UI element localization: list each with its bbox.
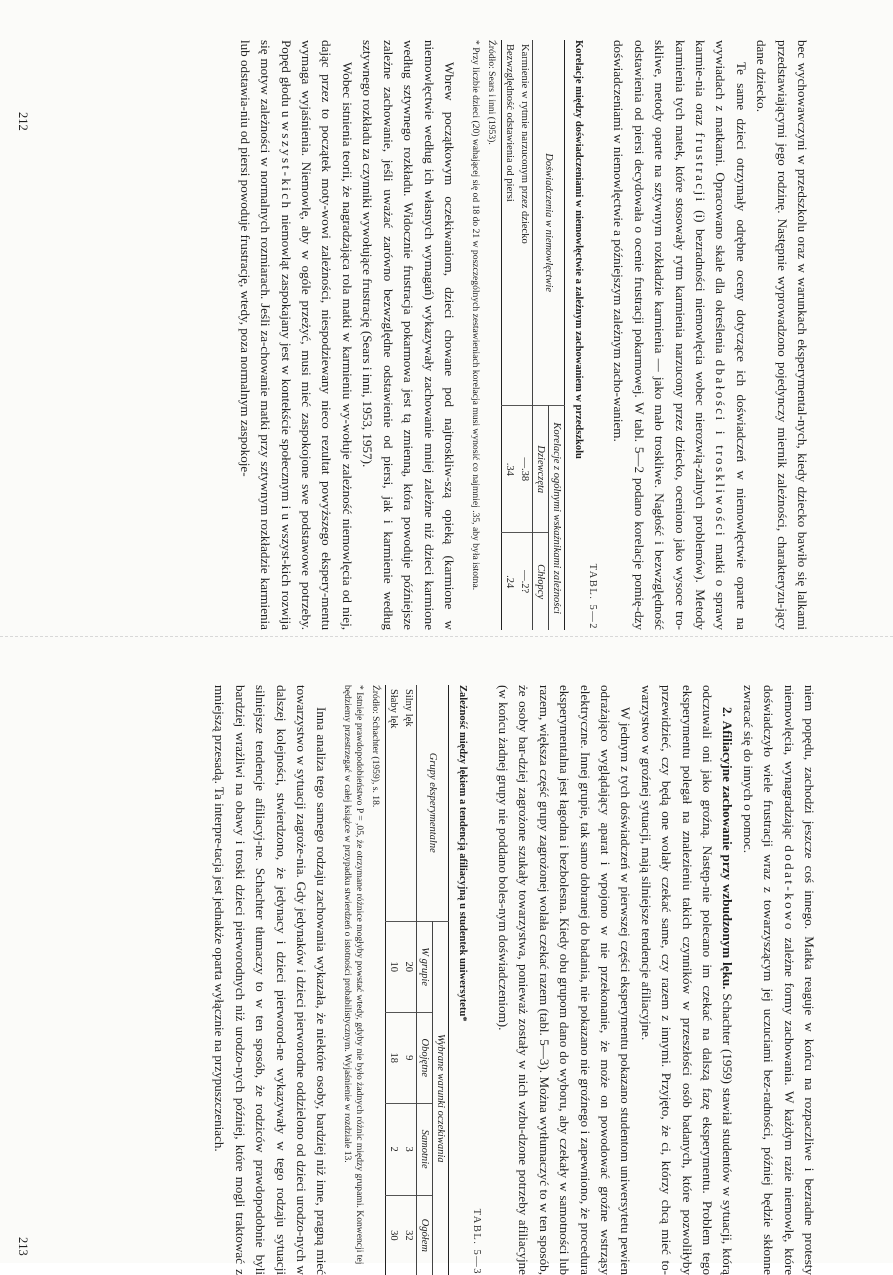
column-header: Wybrane warunki oczekiwania [433,921,449,1275]
spaced-emphasis: frustracji [692,132,708,204]
table-source: Źródło: Schachter (1959), s. 18. [370,685,382,808]
section-number: 2. [720,707,736,717]
column-header: Obojętne [417,1012,433,1103]
table-row: Słaby lęk 10 18 2 30 [386,685,402,1275]
page-gutter [0,636,893,637]
column-header: Ogółem [417,1195,433,1275]
correlation-table [501,40,565,630]
page-number: 212 [16,112,30,131]
table-row: Bezwzględność odstawienia od piersi .34 .24 [501,40,517,630]
table-title: Korelacje między doświadczeniami w niemowlęctwie a zależnym zachowaniem w przedszkolu [572,40,584,459]
right-page [119,685,819,1275]
page-number: 213 [16,1237,30,1256]
column-header: Samotnie [417,1103,433,1195]
table-label: TABL. 5—2 [586,563,598,630]
table-label: TABL. 5—3 [471,1208,483,1275]
section-heading: Afiliacyjne zachowanie przy wzbudzonym lęku. [720,720,736,990]
paragraph: W jednym z tych doświadczeń w pierwszej części eksperymentu pokazano studentom uniwersytetu pewien odrażająco wyglądający aparat i wpojono w nie przekonanie, że może on powodować groźne wstrząsy elektryczne. Innej grupie, tak samo dobranej do badania, nie pokazano nie groźnego i zapewniono, że procedura eksperymentalna jest łagodna i bezbolesna. Kiedy obu grupom dano do wyboru, aby czekały w samotności lub razem, większa część grupy zagrożonej wolała czekać razem (tabl. 5—3). Można wytłumaczyć to w ten sposób, że osoby bar-dziej zagrożone szukały towarzystwa, ponieważ zostały w nich wzbu-dzone potrzeby afiliacyjne (w końcu żadnej grupy nie poddano boles-nym doświadczeniom). [495,685,634,1275]
column-header: Grupy eksperymentalne [417,685,449,921]
column-header: Chłopcy [532,533,548,630]
paragraph: Inna analiza tego samego rodzaju zachowania wykazała, że niektóre osoby, bardziej niż inne, pragną mieć towarzystwo w sytuacji zagroże-nia. Gdy jedynaków i dzieci pierworodne oddzielono od dzieci urodzo-nych w dalszej kolejności, stwierdzono, że jedynacy i dzieci pierworod-ne wykazywały w tego rodzaju sytuacji silniejsze tendencje afiliacyj-ne. Schachter tłumaczy to w ten sposób, że rodziców prawdopodobnie byli bardziej wrażliwi na obawy i troski dzieci pierworodnych niż urodzo-nych później, które mogli traktować z mniejszą przesadą. Ta interpre-tacja jest jednakże oparta wyłącznie na przypuszczeniach. [212,685,330,1275]
table-footnote: * Przy liczbie dzieci (20) wahającej się od 18 do 21 w poszczególnych zestawieniach korelacja musi wynosić co najmniej .35, aby była istotna. [469,40,481,591]
spaced-emphasis: dbałości i troskliwości [713,359,729,539]
table-5-2 [469,40,598,630]
table-footnote: * Istnieje prawdopodobieństwo P = ,05, że otrzymane różnice mogłyby powstać wtedy, gdyby nie było żadnych różnic między grupami. Konwencji tej będziemy przestrzegać w całej książce w przypadku stwierdzeń o istotności probabilistycznym. Wyjaśnienie w rozdziale 13. [342,685,366,1265]
table-title: Zależność między lękiem a tendencją afiliacyjną u studentek uniwersytetu* [457,685,469,1022]
paragraph: niem popędu, zachodzi jeszcze coś innego. Matka reaguje w końcu na rozpaczliwe i bezradne protesty niemowlęcia, wynagradzając dodat-kowo zależne formy zachowania. W każdym razie niemowlę, które doświadczyło wiele frustracji wraz z towarzyszącym jej uczuciami bez-radności, później będzie skłonne zwracać się do innych o pomoc. [740,685,817,1275]
column-header: Dziewczęta [532,406,548,533]
paragraph: Te same dzieci otrzymały odrębne oceny dotyczące ich doświadczeń w niemowlęctwie oparte na wywiadach z matkami. Opracowano skale dla określenia dbałości i troskliwości matki o sprawy karmie-nia oraz frustracji (i) bezradności niemowlęcia wobec nierozwią-zalnych problemów). Metody karmienia tych matek, które stosowały rytm karmienia narzucony przez dziecko, oceniono jako wysoce tro-skliwe, metody oparte na sztywnym rozkładzie karmienia — jako mało troskliwe. Nagłość i bezwzględność odstawienia od piersi decydowała o ocenie frustracji pokarmowej. W tabl. 5—2 podano korelacje pomię-dzy doświadczeniami w niemowlęctwie a późniejszym zależnym zacho-waniem. [611,40,749,630]
spaced-emphasis: wszyst-kich [278,121,294,211]
table-5-3 [342,685,483,1275]
column-header: W grupie [417,921,433,1012]
paragraph: Wbrew początkowym oczekiwaniom, dzieci chowane pod najtroskliw-szą opieką (karmione w niemowlęctwie według ich własnych wymagań) wykazywały zachowanie mniej zależne niż dzieci karmione według sztywnego rozkładu. Widocznie frustracja pokarmowa jest tą zmienną, która powoduje późniejsze zależne zachowanie, jeśli uważać zarówno bezwzględne odstawienie od piersi, jak i karmienie według sztywnego rozkładu za czynniki wywołujące frustrację (Sears i inni, 1953, 1957). [360,40,457,630]
table-row: Karmienie w rytmie narzuconym przez dziecko —.38 —.2? [517,40,533,630]
column-header: Doświadczenia w niemowlęctwie [532,40,564,406]
spaced-emphasis: dodat-kowo [781,845,797,932]
affiliation-table [386,685,450,1275]
table-row: Silny lęk 20 9 3 32 [402,685,418,1275]
table-source: Źródło: Sears i inni (1953). [485,40,497,145]
column-header: Korelacje z ogólnymi wskaźnikami zależności [548,406,564,630]
left-page [112,40,812,630]
paragraph: Wobec istnienia teorii, że nagradzająca rola matki w karmieniu wy-wołuje zależność niemowlęcia od niej, dając przez to początek moty-wowi zależności, niespodziewany nieco rezultat powyższego ekspery-mentu wymaga wyjaśnienia. Niemowlę, aby w ogóle przeżyć, musi mieć zaspokojone swe podstawowe potrzeby. Popęd głodu u wszyst-kich niemowląt zaspokajany jest w kontekście społecznym i u wszyst-kich rozwija się motyw zależności w normalnych rozmiarach. Jeśli za-chowanie matki przy sztywnym rozkładzie karmienia lub odstawia-niu od piersi powoduje frustrację, wtedy, poza normalnym zaspokoje- [237,40,355,631]
paragraph: bec wychowawczyni w przedszkolu oraz w warunkach eksperymental-nych, kiedy dziecko bawiło się lalkami przedstawiającymi jego rodzinę. Następnie wyprowadzono pojedynczy miernik zależności, charakteryzu-jący dane dziecko. [754,40,810,630]
paragraph: 2. Afiliacyjne zachowanie przy wzbudzonym lęku. Schachter (1959) stawiał studentów w sytuacji, którą odczuwali oni jako groźną. Następ-nie polecano im czekać na dalszą fazę eksperymentu. Problem tego eksperymentu polegał na znalezieniu takich czynników w przeszłości osób badanych, które pozwoliłyby przewidzieć, czy będą one wolały czekać same, czy razem z innymi. Przyjęto, że ci, którzy chcą mieć to-warzystwo w groźnej sytuacji, mają silniejsze tendencje afiliacyjne. [638,685,736,1275]
